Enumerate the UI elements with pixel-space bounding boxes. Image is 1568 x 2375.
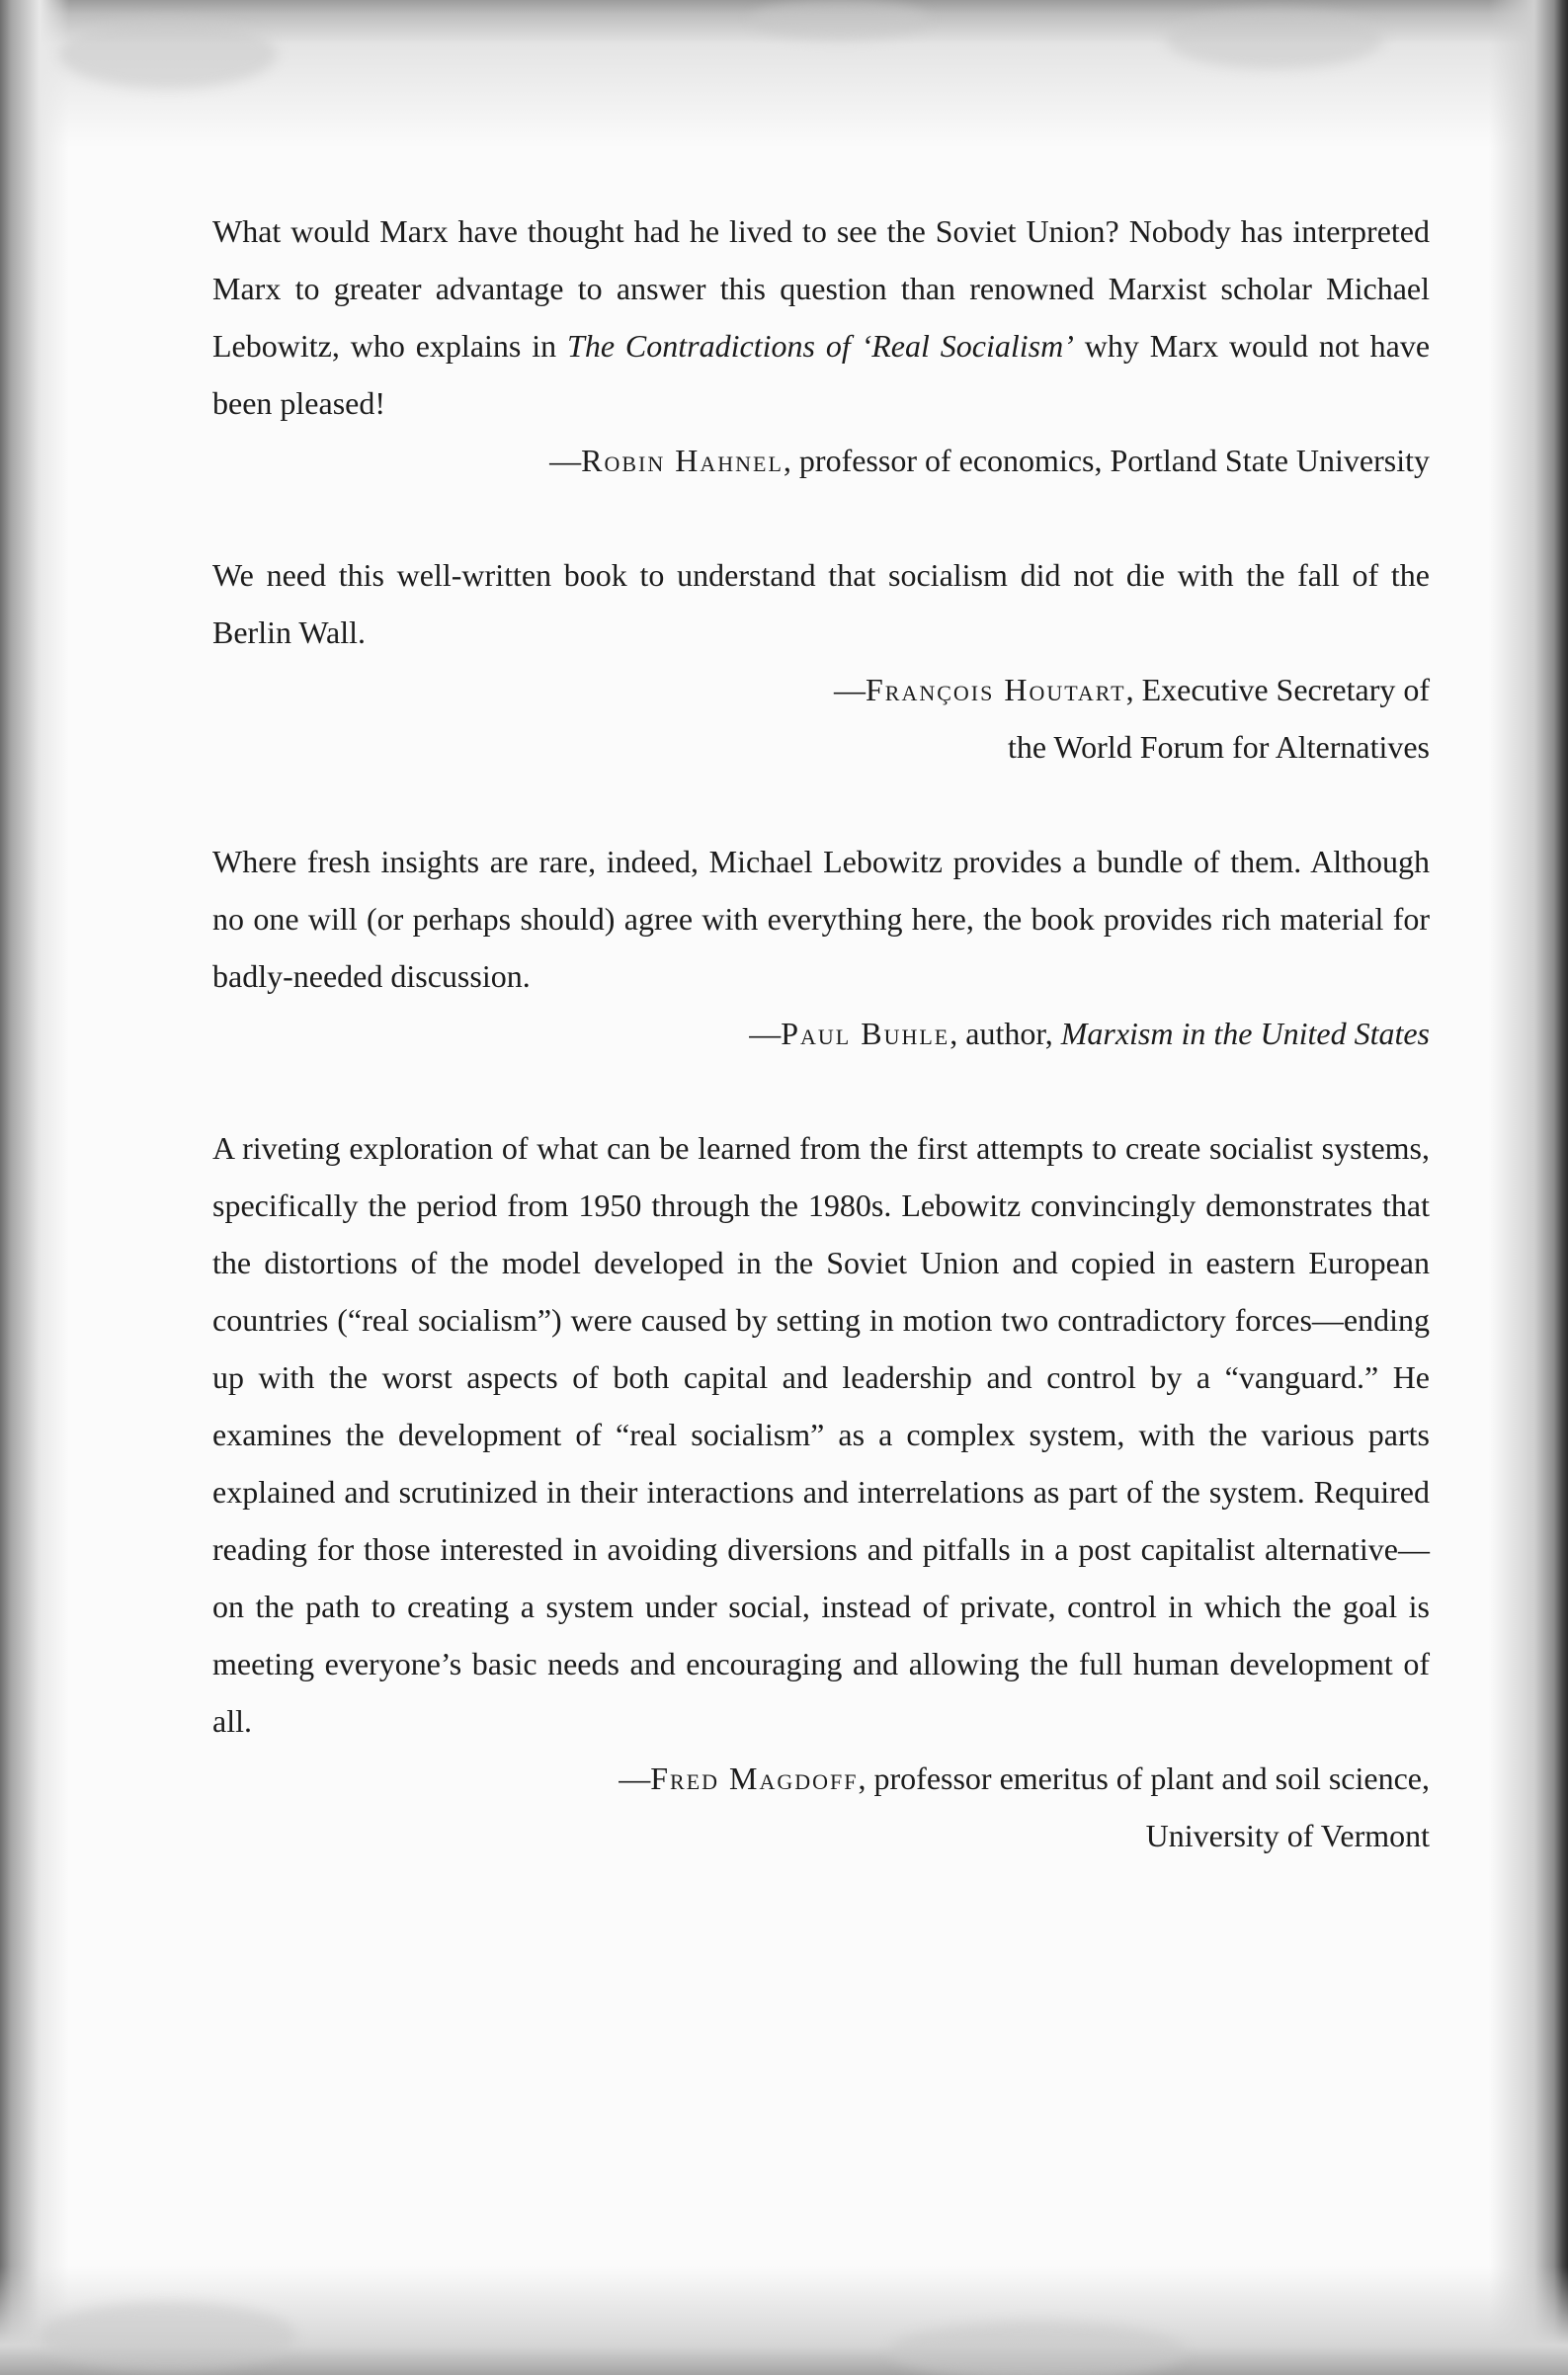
scan-edge-left xyxy=(0,0,69,2375)
author-affiliation: , professor of economics, Portland State University xyxy=(783,443,1430,478)
blurb-quote: A riveting exploration of what can be learned from the first attempts to create socialist systems, specifically the period from 1950 through the 1980s. Lebowitz convincingly demonstrates that the distortions of the model developed in the Soviet Union and copied in eastern European countries (“real socialism”) were caused by setting in motion two contradictory forces—ending up with the worst aspects of both capital and leadership and control by a “vanguard.” He examines the development of “real socialism” as a complex system, with the various parts explained and scrutinized in their interactions and interrelations as part of the system. Required reading for those interested in avoiding diversions and pitfalls in a post capitalist alternative—on the path to creating a system under social, instead of private, control in which the goal is meeting everyone’s basic needs and encouraging and allowing the full human development of all. xyxy=(212,1130,1430,1739)
blurb-attribution: —Fred Magdoff, professor emeritus of plant and soil science, xyxy=(619,1761,1430,1796)
author-affiliation: , author, xyxy=(949,1016,1061,1051)
author-name: Paul Buhle xyxy=(781,1016,950,1051)
blurb-spacer xyxy=(212,1062,1430,1119)
scan-smudge xyxy=(59,20,277,89)
scan-smudge xyxy=(1166,10,1383,69)
scan-smudge xyxy=(889,2322,1186,2375)
author-name: François Houtart xyxy=(865,672,1126,707)
author-work-title: Marxism in the United States xyxy=(1060,1016,1430,1051)
scan-edge-right xyxy=(1489,0,1568,2375)
blurb-attribution-line2: University of Vermont xyxy=(1145,1818,1430,1853)
blurb xyxy=(212,833,1430,1062)
blurb-attribution: —Robin Hahnel, professor of economics, Portland State University xyxy=(549,443,1430,478)
book-title: The Contradictions of ‘Real Socialism’ xyxy=(567,328,1074,364)
author-name: Fred Magdoff xyxy=(650,1761,859,1796)
blurb xyxy=(212,546,1430,776)
author-name: Robin Hahnel xyxy=(581,443,784,478)
blurb-spacer xyxy=(212,489,1430,546)
blurb-quote: We need this well-written book to understand that socialism did not die with the fall of the Berlin Wall. xyxy=(212,557,1430,650)
blurb xyxy=(212,203,1430,489)
blurb-spacer xyxy=(212,776,1430,833)
scan-smudge xyxy=(751,0,929,40)
author-affiliation: , Executive Secretary of xyxy=(1125,672,1430,707)
blurb-quote: What would Marx have thought had he lived to see the Soviet Union? Nobody has interpreted Marx to greater advantage to answer this question than renowned Marxist scholar Michael Lebowitz, who explains in The Contradictions of ‘Real Socialism’ why Marx would not have been pleased! xyxy=(212,213,1431,421)
blurb-quote: Where fresh insights are rare, indeed, Michael Lebowitz provides a bundle of them. Although no one will (or perhaps should) agree with everything here, the book provides rich material for badly-needed discussion. xyxy=(212,844,1430,994)
blurb-attribution-line2: the World Forum for Alternatives xyxy=(1008,729,1430,765)
blurb-attribution: —Paul Buhle, author, Marxism in the United States xyxy=(749,1016,1430,1051)
blurbs-column xyxy=(212,203,1430,1864)
author-affiliation: , professor emeritus of plant and soil science, xyxy=(858,1761,1430,1796)
blurb-attribution: —François Houtart, Executive Secretary of xyxy=(833,672,1430,707)
scan-smudge xyxy=(40,2302,296,2371)
blurb xyxy=(212,1119,1430,1864)
